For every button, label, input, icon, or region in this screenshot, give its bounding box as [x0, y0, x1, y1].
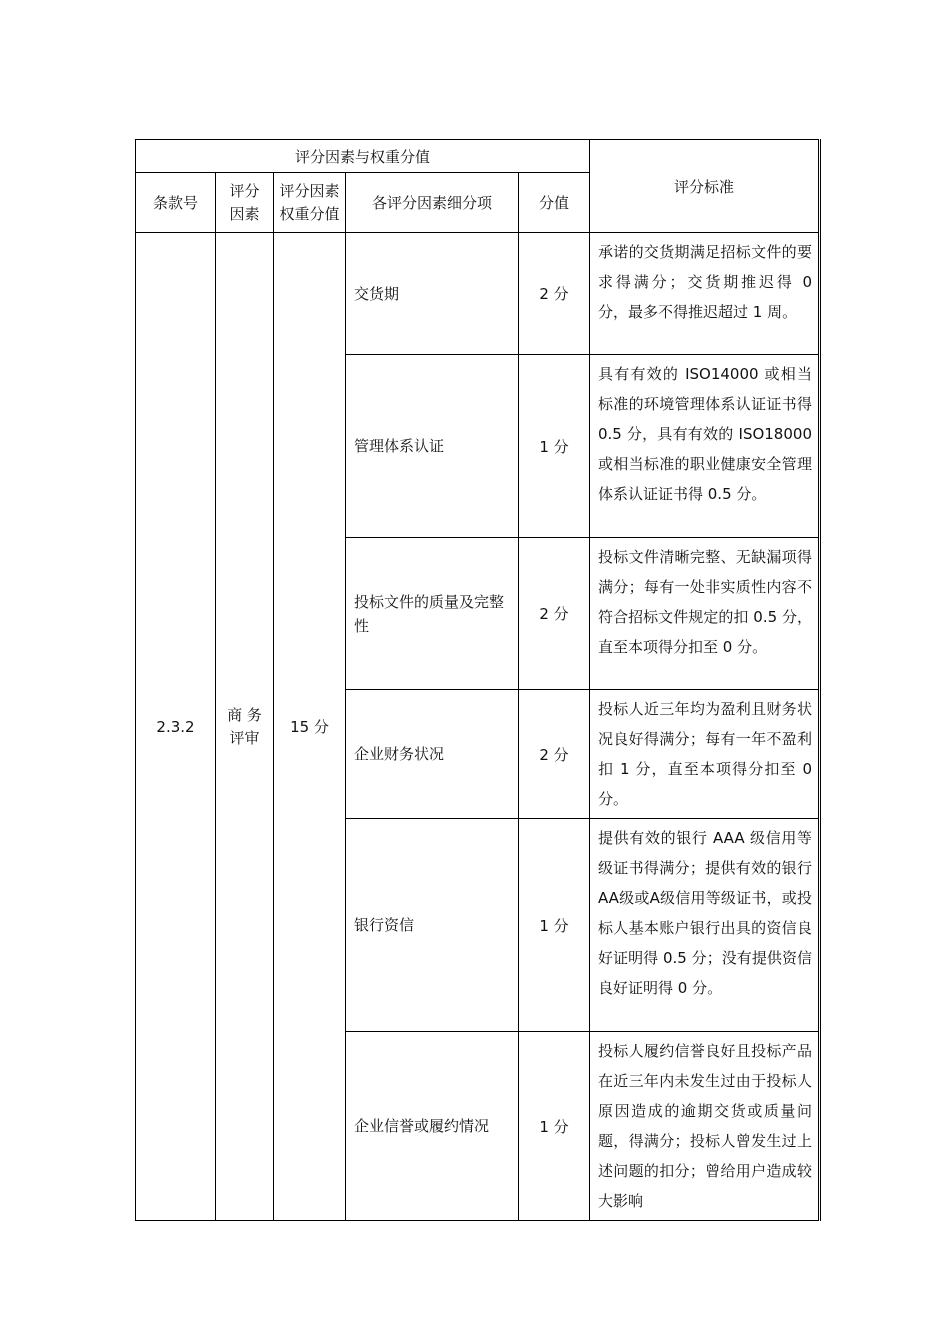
col-subitem-header: 各评分因素细分项 — [346, 173, 519, 233]
criteria-text — [590, 690, 820, 819]
criteria-text-content: 投标人履约信誉良好且投标产品在近三年内未发生过由于投标人原因造成的逾期交货或质量问题，得满分；投标人曾发生过上述问题的扣分；曾给用户造成较大影响 — [598, 1042, 812, 1210]
subitem-score: 1 分 — [519, 819, 590, 1032]
factor-cell: 商 务 评审 — [216, 233, 274, 1221]
criteria-text — [590, 538, 820, 690]
header-group-cell: 评分因素与权重分值 — [136, 140, 590, 173]
header-row-group — [136, 140, 820, 173]
subitem-label: 投标文件的质量及完整性 — [346, 538, 519, 690]
criteria-text-content: 投标文件清晰完整、无缺漏项得满分；每有一处非实质性内容不符合招标文件规定的扣 0.5 分，直至本项得分扣至 0 分。 — [598, 548, 812, 656]
criteria-text-content: 承诺的交货期满足招标文件的要求得满分；交货期推迟得 0 分，最多不得推迟超过 1 周。 — [598, 243, 812, 321]
clause-number: 2.3.2 — [136, 233, 216, 1221]
subitem-score: 2 分 — [519, 538, 590, 690]
criteria-text — [590, 233, 820, 355]
criteria-text-content: 投标人近三年均为盈利且财务状况良好得满分；每有一年不盈利扣 1 分，直至本项得分扣至 0 分。 — [598, 700, 812, 808]
criteria-text-content: 具有有效的 ISO14000 或相当标准的环境管理体系认证证书得 0.5 分，具有有效的 ISO18000 或相当标准的职业健康安全管理体系认证证书得 0.5 分。 — [598, 365, 812, 503]
header-criteria-cell: 评分标准 — [590, 140, 820, 233]
subitem-label: 银行资信 — [346, 819, 519, 1032]
weight-cell: 15 分 — [274, 233, 346, 1221]
subitem-label: 企业信誉或履约情况 — [346, 1032, 519, 1221]
col-score-header: 分值 — [519, 173, 590, 233]
subitem-score: 2 分 — [519, 233, 590, 355]
col-weight-header: 评分因素 权重分值 — [274, 173, 346, 233]
criteria-text — [590, 819, 820, 1032]
subitem-score: 1 分 — [519, 1032, 590, 1221]
subitem-label: 交货期 — [346, 233, 519, 355]
subitem-score: 1 分 — [519, 355, 590, 538]
criteria-text-content: 提供有效的银行 AAA 级信用等级证书得满分；提供有效的银行AA级或A级信用等级证书，或投标人基本账户银行出具的资信良好证明得 0.5 分；没有提供资信良好证明得 0 分。 — [598, 829, 812, 997]
scoring-table — [135, 139, 821, 1221]
subitem-label: 管理体系认证 — [346, 355, 519, 538]
col-clause-header: 条款号 — [136, 173, 216, 233]
subitem-score: 2 分 — [519, 690, 590, 819]
subitem-label: 企业财务状况 — [346, 690, 519, 819]
criteria-text — [590, 355, 820, 538]
criteria-text — [590, 1032, 820, 1221]
table-row — [136, 233, 820, 355]
col-factor-header: 评分 因素 — [216, 173, 274, 233]
